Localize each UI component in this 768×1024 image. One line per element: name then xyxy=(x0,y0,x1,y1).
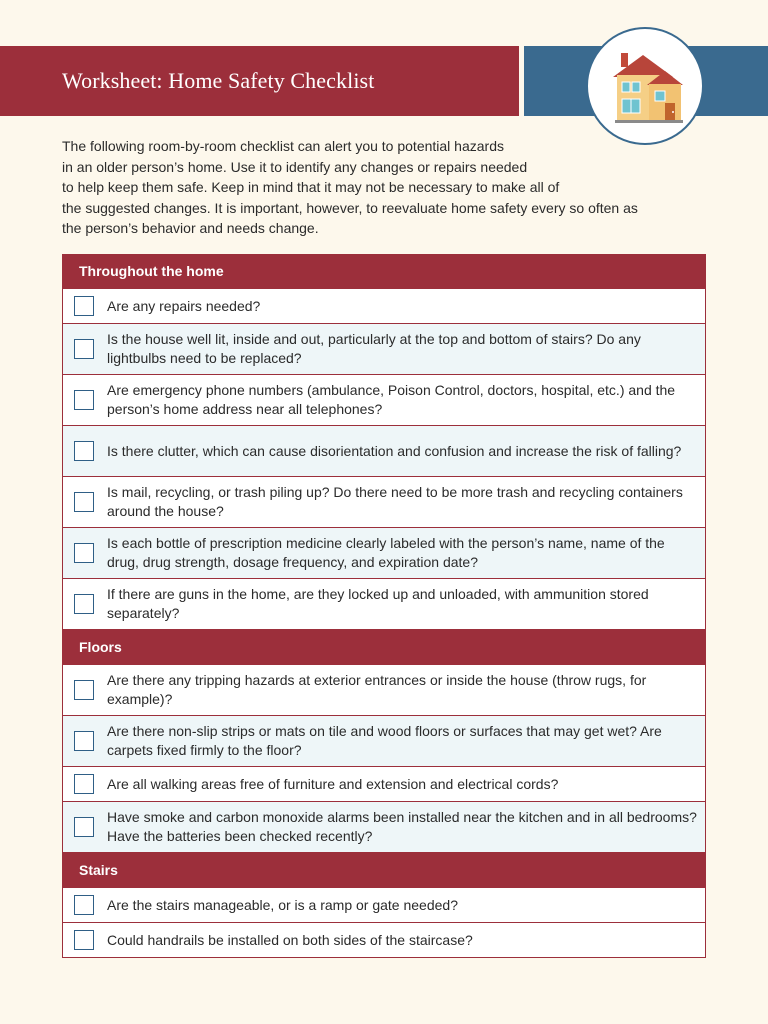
checkbox[interactable] xyxy=(74,339,94,359)
checklist-row xyxy=(62,375,706,426)
checklist-row xyxy=(62,716,706,767)
checklist-row xyxy=(62,289,706,324)
checklist-row xyxy=(62,477,706,528)
checklist-item-text: Is there clutter, which can cause disorientation and confusion and increase the risk of falling? xyxy=(107,442,682,459)
checkbox[interactable] xyxy=(74,543,94,563)
checkbox[interactable] xyxy=(74,731,94,751)
checkbox[interactable] xyxy=(74,594,94,614)
checklist-row xyxy=(62,579,706,630)
checkbox[interactable] xyxy=(74,680,94,700)
checkbox[interactable] xyxy=(74,774,94,794)
checkbox[interactable] xyxy=(74,895,94,915)
checklist-item-text: Could handrails be installed on both sides of the staircase? xyxy=(107,931,473,948)
checklist-item-text: Have smoke and carbon monoxide alarms been installed near the kitchen and in all bedrooms? Have the batteries been checked recently? xyxy=(107,809,697,844)
checklist-row xyxy=(62,665,706,716)
checklist-row xyxy=(62,767,706,802)
checklist-item-text: Are any repairs needed? xyxy=(107,297,261,314)
checklist-item-text: Are all walking areas free of furniture and extension and electrical cords? xyxy=(107,775,559,792)
intro-line: in an older person’s home. Use it to identify any changes or repairs needed xyxy=(62,158,528,175)
checkbox[interactable] xyxy=(74,296,94,316)
section-heading: Floors xyxy=(62,630,706,665)
intro-line: the suggested changes. It is important, however, to reevaluate home safety every so often as xyxy=(62,199,638,216)
checkbox[interactable] xyxy=(74,817,94,837)
section-heading: Throughout the home xyxy=(62,254,706,289)
intro-line: the person’s behavior and needs change. xyxy=(62,220,319,236)
checklist-row xyxy=(62,324,706,375)
checklist-row xyxy=(62,426,706,477)
checkbox[interactable] xyxy=(74,930,94,950)
checklist-item-text: Are emergency phone numbers (ambulance, Poison Control, doctors, hospital, etc.) and the person’s home address near all telephones? xyxy=(107,382,676,417)
checkbox[interactable] xyxy=(74,441,94,461)
checklist-item-text: Are there non-slip strips or mats on tile and wood floors or surfaces that may get wet? Are carpets fixed firmly to the floor? xyxy=(107,723,662,758)
safety-checklist xyxy=(62,254,706,958)
checklist-item-text: Are the stairs manageable, or is a ramp or gate needed? xyxy=(107,896,458,913)
checklist-item-text: If there are guns in the home, are they locked up and unloaded, with ammunition stored separately? xyxy=(107,586,649,621)
intro-line: to help keep them safe. Keep in mind that it may not be necessary to make all of xyxy=(62,179,560,195)
intro-text xyxy=(62,136,722,239)
checklist-item-text: Is mail, recycling, or trash piling up? Do there need to be more trash and recycling containers around the house? xyxy=(107,484,683,519)
page-title: Worksheet: Home Safety Checklist xyxy=(62,68,375,93)
checklist-row xyxy=(62,802,706,853)
checklist-item-text: Is each bottle of prescription medicine clearly labeled with the person’s name, name of the drug, drug strength, dosage frequency, and expiration date? xyxy=(107,535,665,570)
checklist-row xyxy=(62,923,706,958)
checklist-row xyxy=(62,528,706,579)
checkbox[interactable] xyxy=(74,390,94,410)
section-heading: Stairs xyxy=(62,853,706,888)
checkbox[interactable] xyxy=(74,492,94,512)
checklist-item-text: Is the house well lit, inside and out, particularly at the top and bottom of stairs? Do any lightbulbs need to be replaced? xyxy=(107,331,641,366)
checklist-row xyxy=(62,888,706,923)
house-icon xyxy=(586,27,704,145)
intro-line: The following room-by-room checklist can alert you to potential hazards xyxy=(62,138,504,154)
checklist-item-text: Are there any tripping hazards at exterior entrances or inside the house (throw rugs, for example)? xyxy=(107,672,647,707)
